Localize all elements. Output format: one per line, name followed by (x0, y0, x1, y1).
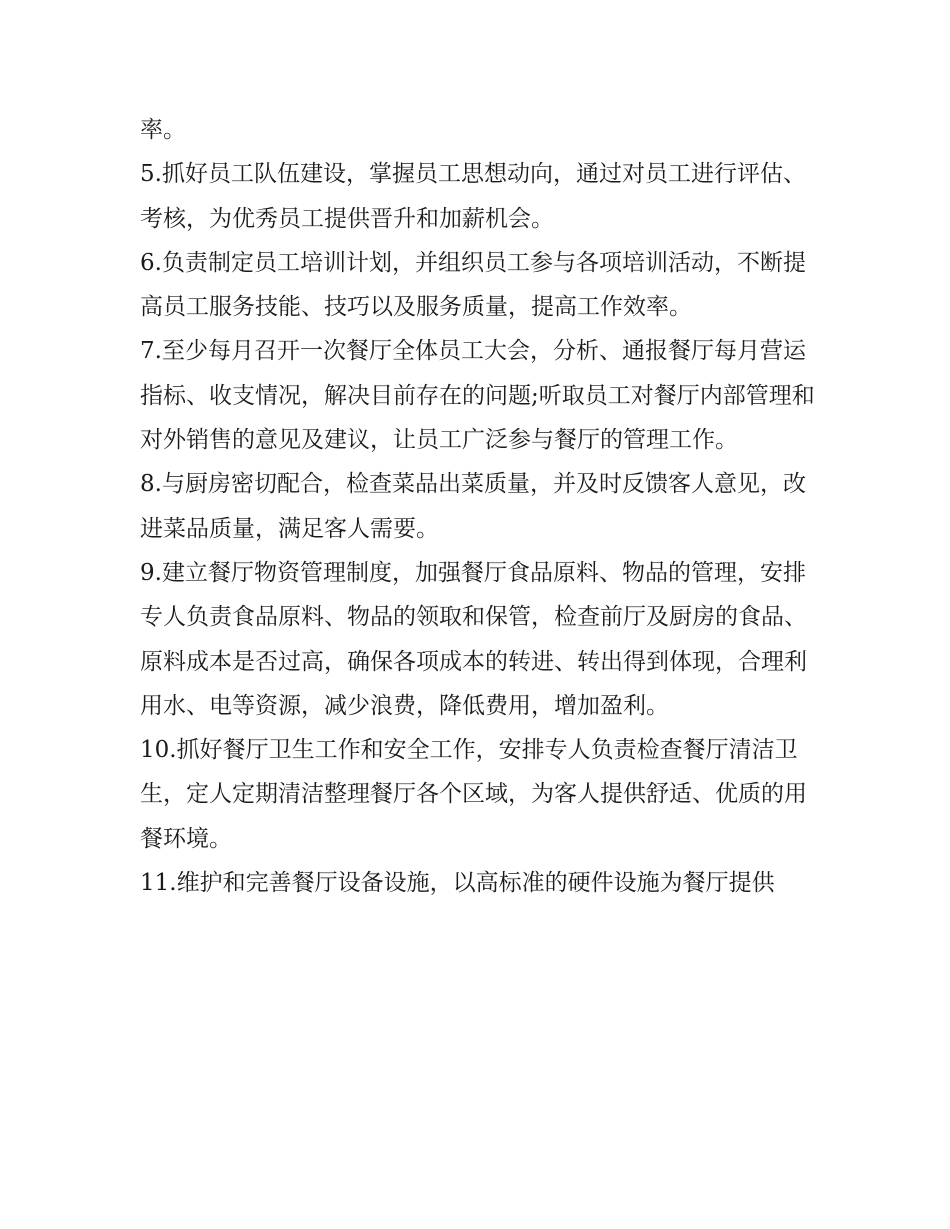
paragraph-item-9: 9.建立餐厅物资管理制度，加强餐厅食品原料、物品的管理，安排专人负责食品原料、物品的领取和保管，检查前厅及厨房的食品、原料成本是否过高，确保各项成本的转进、转出得到体现，合理利用水、电等资源，减少浪费，降低费用，增加盈利。 (140, 559, 807, 719)
paragraph-item-7: 7.至少每月召开一次餐厅全体员工大会，分析、通报餐厅每月营运指标、收支情况，解决目前存在的问题;听取员工对餐厅内部管理和对外销售的意见及建议，让员工广泛参与餐厅的管理工作。 (140, 338, 815, 454)
document-body (140, 108, 820, 905)
paragraph-item-6: 6.负责制定员工培训计划，并组织员工参与各项培训活动，不断提高员工服务技能、技巧以及服务质量，提高工作效率。 (140, 249, 806, 321)
paragraph-continuation: 率。 (140, 117, 186, 143)
paragraph-item-10: 10.抓好餐厅卫生工作和安全工作，安排专人负责检查餐厅清洁卫生，定人定期清洁整理餐厅各个区域，为客人提供舒适、优质的用餐环境。 (140, 737, 807, 852)
paragraph-item-5: 5.抓好员工队伍建设，掌握员工思想动向，通过对员工进行评估、考核，为优秀员工提供晋升和加薪机会。 (140, 161, 806, 232)
paragraph-item-8: 8.与厨房密切配合，检查菜品出菜质量，并及时反馈客人意见，改进菜品质量，满足客人需要。 (140, 471, 806, 542)
paragraph-item-11: 11.维护和完善餐厅设备设施，以高标准的硬件设施为餐厅提供 (140, 870, 775, 897)
